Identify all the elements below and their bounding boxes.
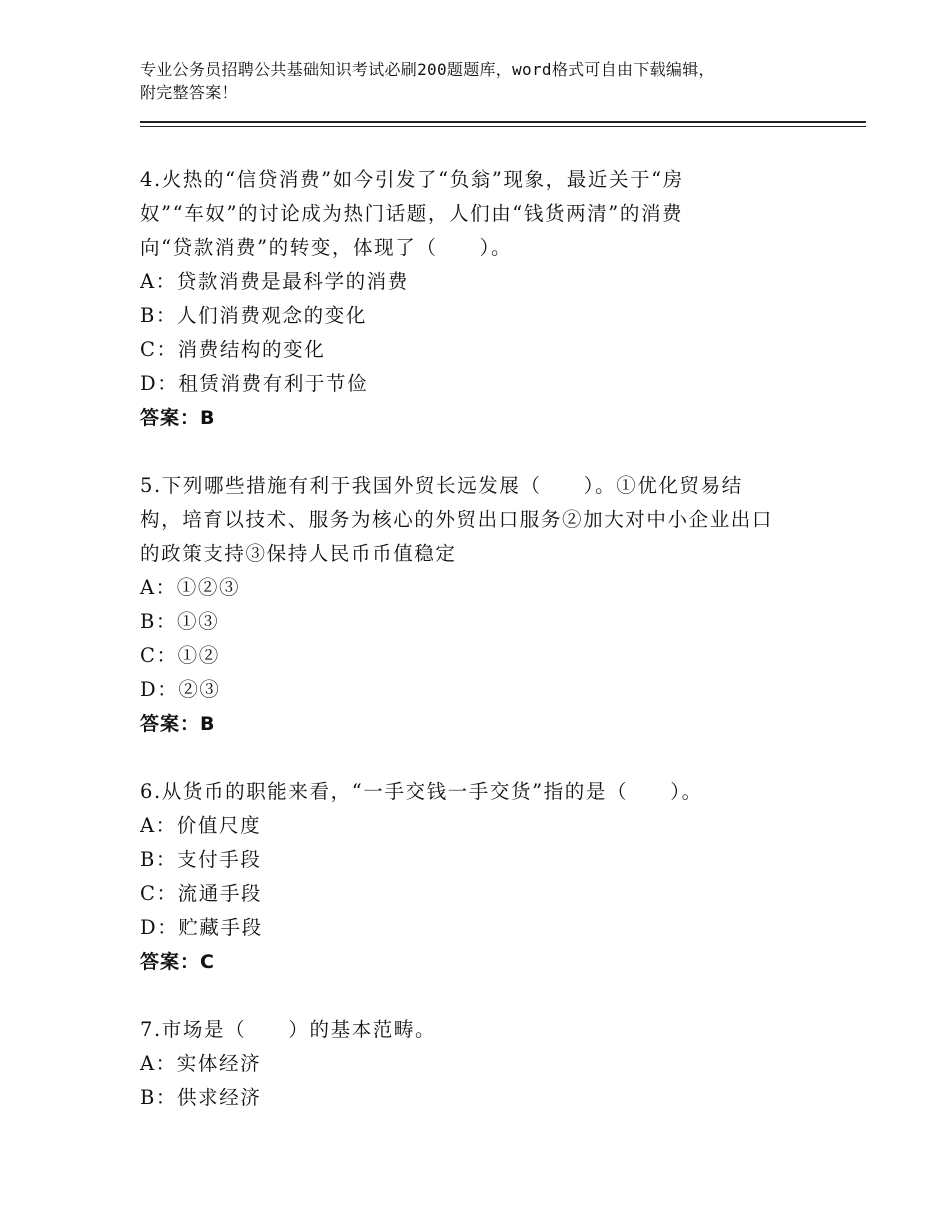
option-b: B：人们消费观念的变化 bbox=[140, 304, 367, 327]
option-a: A：①②③ bbox=[140, 576, 241, 599]
option-d: D：租赁消费有利于节俭 bbox=[140, 372, 369, 395]
option-d: D：②③ bbox=[140, 678, 221, 701]
question-list bbox=[140, 163, 820, 1149]
answer-label: 答案：C bbox=[140, 951, 215, 973]
question-5 bbox=[140, 469, 820, 741]
question-stem-line: 向“贷款消费”的转变，体现了（ ）。 bbox=[140, 236, 513, 259]
option-c: C：消费结构的变化 bbox=[140, 338, 326, 361]
option-a: A：贷款消费是最科学的消费 bbox=[140, 270, 409, 293]
question-7 bbox=[140, 1013, 820, 1115]
option-b: B：支付手段 bbox=[140, 848, 262, 871]
option-b: B：①③ bbox=[140, 610, 220, 633]
question-stem-line: 6.从货币的职能来看，“一手交钱一手交货”指的是（ ）。 bbox=[140, 780, 703, 803]
answer-label: 答案：B bbox=[140, 713, 216, 735]
option-b: B：供求经济 bbox=[140, 1086, 262, 1109]
header-line-1: 专业公务员招聘公共基础知识考试必刷200题题库，word格式可自由下载编辑， bbox=[140, 60, 715, 79]
header-line-2: 附完整答案！ bbox=[140, 83, 238, 102]
option-c: C：①② bbox=[140, 644, 220, 667]
question-4 bbox=[140, 163, 820, 435]
question-stem-line: 4.火热的“信贷消费”如今引发了“负翁”现象，最近关于“房 bbox=[140, 168, 684, 191]
header-divider-thick bbox=[140, 121, 866, 123]
answer-label: 答案：B bbox=[140, 407, 216, 429]
question-stem-line: 5.下列哪些措施有利于我国外贸长远发展（ ）。①优化贸易结 bbox=[140, 474, 743, 497]
question-6 bbox=[140, 775, 820, 979]
question-stem-line: 构，培育以技术、服务为核心的外贸出口服务②加大对中小企业出口 bbox=[140, 508, 774, 531]
document-header bbox=[140, 58, 840, 104]
option-a: A：价值尺度 bbox=[140, 814, 262, 837]
question-stem-line: 7.市场是（ ）的基本范畴。 bbox=[140, 1018, 437, 1041]
option-c: C：流通手段 bbox=[140, 882, 263, 905]
header-divider-thin bbox=[140, 126, 866, 127]
option-a: A：实体经济 bbox=[140, 1052, 262, 1075]
question-stem-line: 奴”“车奴”的讨论成为热门话题，人们由“钱货两清”的消费 bbox=[140, 202, 684, 225]
question-stem-line: 的政策支持③保持人民币币值稳定 bbox=[140, 542, 457, 565]
option-d: D：贮藏手段 bbox=[140, 916, 263, 939]
